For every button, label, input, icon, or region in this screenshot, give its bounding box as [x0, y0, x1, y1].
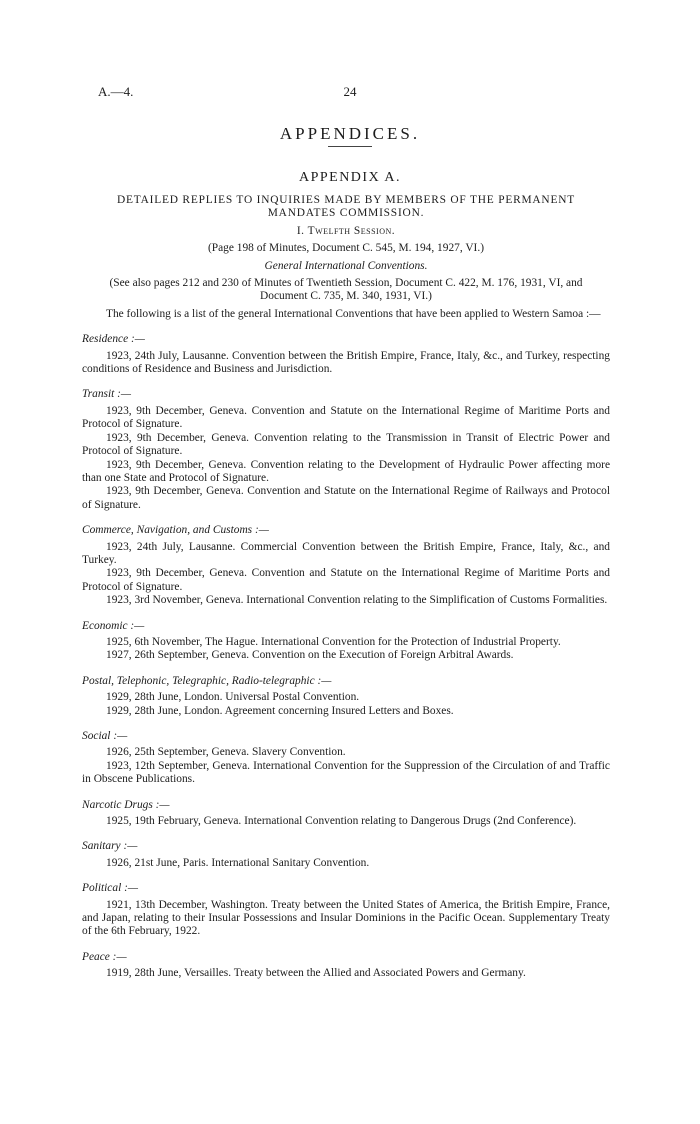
convention-entry: 1923, 24th July, Lausanne. Commercial Convention between the British Empire, France, Italy, &c., and Turkey. [82, 540, 610, 566]
convention-entry: 1923, 3rd November, Geneva. International Convention relating to the Simplification of Customs Formalities. [106, 594, 608, 607]
convention-section [82, 388, 610, 512]
title-rule [328, 146, 372, 147]
section-heading: Commerce, Navigation, and Customs :— [82, 524, 269, 537]
convention-entry: 1929, 28th June, London. Agreement concerning Insured Letters and Boxes. [106, 704, 454, 717]
convention-entry: 1923, 9th December, Geneva. Convention and Statute on the International Regime of Maritime Ports and Protocol of Signature. [82, 567, 610, 593]
convention-entry: 1923, 24th July, Lausanne. Convention between the British Empire, France, Italy, &c., and Turkey, respecting conditions of Residence and Business and Jurisdiction. [82, 349, 610, 376]
convention-section [82, 840, 610, 870]
section-heading: Narcotic Drugs :— [82, 798, 170, 811]
document-body [82, 194, 610, 981]
inquiry-heading-line-2: MANDATES COMMISSION. [267, 207, 425, 220]
session-heading: I. Twelfth Session. [296, 224, 396, 237]
see-also-note: (See also pages 212 and 230 of Minutes of Twentieth Session, Document C. 422, M. 176, 1931, VI, and Document C. 735, M. 340, 1931, VI.) [109, 277, 583, 303]
convention-entry: 1929, 28th June, London. Universal Postal Convention. [106, 691, 360, 704]
convention-section [82, 730, 610, 787]
convention-entry: 1923, 9th December, Geneva. Convention relating to the Transmission in Transit of Electric Power and Protocol of Signature. [82, 431, 610, 458]
convention-entry: 1919, 28th June, Versailles. Treaty between the Allied and Associated Powers and Germany. [106, 967, 526, 980]
section-heading: Political :— [82, 882, 138, 895]
conventions-list [82, 333, 610, 980]
convention-entry: 1923, 9th December, Geneva. Convention relating to the Development of Hydraulic Power affecting more than one State and Protocol of Signature. [82, 458, 610, 484]
convention-entry: 1921, 13th December, Washington. Treaty between the United States of America, the British Empire, France, and Japan, relating to their Insular Possessions and Insular Dominions in the Pacific Ocean. Supplementary Treaty of the 6th February, 1922. [82, 898, 610, 938]
section-heading: Peace :— [82, 950, 127, 963]
convention-section [82, 675, 610, 718]
convention-section [82, 620, 610, 663]
section-heading: Sanitary :— [82, 840, 138, 853]
section-heading: Social :— [82, 730, 128, 742]
page-number: 24 [343, 84, 357, 99]
section-heading: Residence :— [82, 333, 145, 346]
inquiry-heading-line-1: DETAILED REPLIES TO INQUIRIES MADE BY MEMBERS OF THE PERMANENT [116, 194, 576, 206]
section-heading: Economic :— [82, 619, 145, 632]
convention-entry: 1923, 9th December, Geneva. Convention and Statute on the International Regime of Railways and Protocol of Signature. [82, 485, 610, 511]
convention-section [82, 882, 610, 939]
convention-entry: 1923, 12th September, Geneva. International Convention for the Suppression of the Circulation of and Traffic in Obscene Publications. [82, 759, 610, 786]
section-heading: Transit :— [82, 388, 132, 401]
convention-entry: 1925, 19th February, Geneva. International Convention relating to Dangerous Drugs (2nd Conference). [106, 815, 577, 828]
convention-entry: 1927, 26th September, Geneva. Convention on the Execution of Foreign Arbitral Awards. [106, 649, 514, 662]
convention-section [82, 333, 610, 376]
convention-entry: 1923, 9th December, Geneva. Convention and Statute on the International Regime of Maritime Ports and Protocol of Signature. [82, 404, 610, 431]
intro-paragraph: The following is a list of the general International Conventions that have been applied to Western Samoa :— [106, 307, 601, 320]
subheading: General International Conventions. [264, 259, 428, 272]
page-title: APPENDICES. [279, 124, 421, 143]
section-heading: Postal, Telephonic, Telegraphic, Radio-telegraphic :— [82, 674, 332, 687]
convention-section [82, 799, 610, 829]
convention-entry: 1926, 25th September, Geneva. Slavery Convention. [106, 746, 346, 759]
convention-section [82, 524, 610, 607]
appendix-heading: APPENDIX A. [298, 170, 402, 185]
convention-entry: 1926, 21st June, Paris. International Sanitary Convention. [106, 856, 370, 869]
convention-section [82, 951, 610, 981]
convention-entry: 1925, 6th November, The Hague. International Convention for the Protection of Industrial Property. [106, 635, 561, 648]
minutes-reference: (Page 198 of Minutes, Document C. 545, M. 194, 1927, VI.) [208, 242, 484, 255]
document-reference: A.—4. [98, 84, 134, 99]
